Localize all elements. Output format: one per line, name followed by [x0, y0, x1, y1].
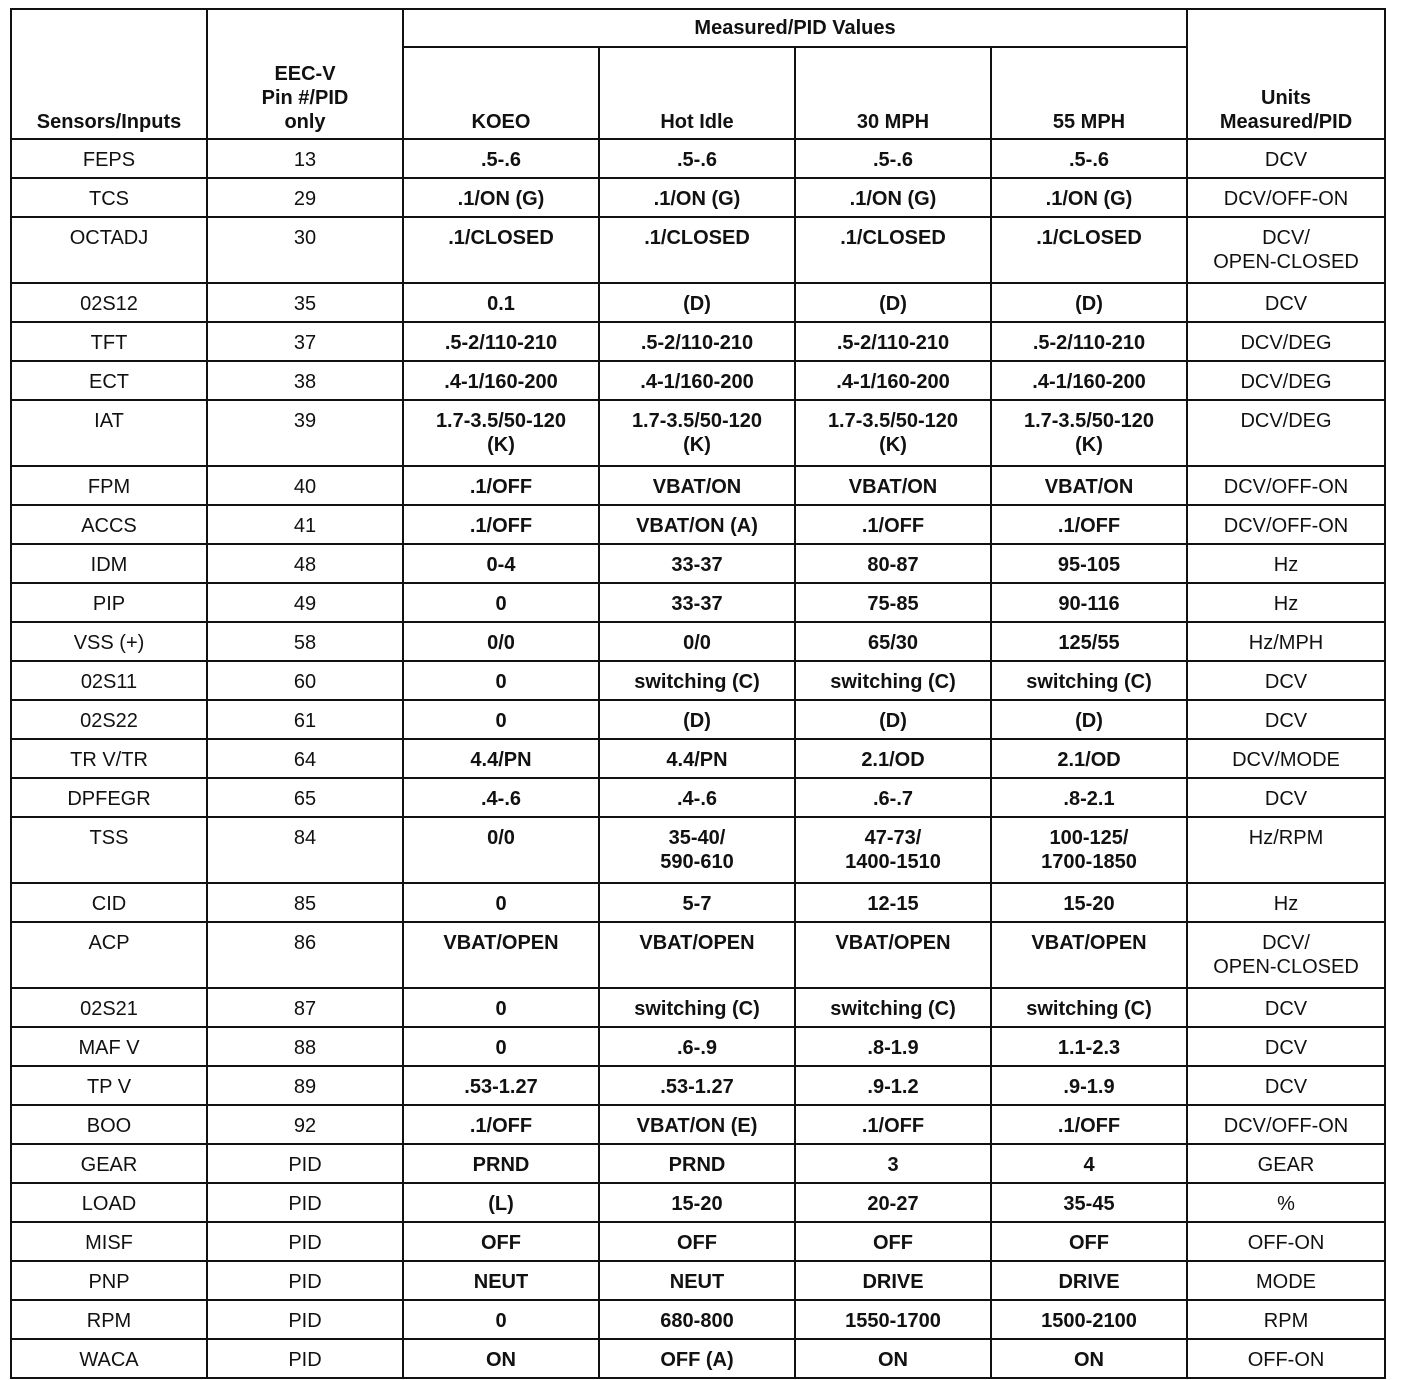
- sensor-cell: FEPS: [11, 139, 207, 178]
- 55-mph-cell: (D): [991, 283, 1187, 322]
- units-cell: Hz: [1187, 583, 1385, 622]
- pin-cell: 30: [207, 217, 403, 283]
- units-cell: DCV/DEG: [1187, 361, 1385, 400]
- 30-mph-cell: .9-1.2: [795, 1066, 991, 1105]
- sensor-cell: GEAR: [11, 1144, 207, 1183]
- table-row: [11, 505, 1385, 544]
- 55-mph-cell: .1/CLOSED: [991, 217, 1187, 283]
- units-cell: DCV/DEG: [1187, 400, 1385, 466]
- table-row: [11, 1105, 1385, 1144]
- units-cell: Hz/MPH: [1187, 622, 1385, 661]
- header-units: Units Measured/PID: [1187, 9, 1385, 139]
- units-cell: OFF-ON: [1187, 1222, 1385, 1261]
- hot-idle-cell: 4.4/PN: [599, 739, 795, 778]
- 30-mph-cell: .8-1.9: [795, 1027, 991, 1066]
- koeo-cell: 0: [403, 988, 599, 1027]
- 30-mph-cell: .1/CLOSED: [795, 217, 991, 283]
- pin-cell: 48: [207, 544, 403, 583]
- 55-mph-cell: .5-2/110-210: [991, 322, 1187, 361]
- sensor-cell: DPFEGR: [11, 778, 207, 817]
- hot-idle-cell: VBAT/OPEN: [599, 922, 795, 988]
- 55-mph-cell: 4: [991, 1144, 1187, 1183]
- table-row: [11, 739, 1385, 778]
- units-cell: DCV: [1187, 283, 1385, 322]
- 55-mph-cell: OFF: [991, 1222, 1187, 1261]
- units-cell: Hz: [1187, 883, 1385, 922]
- sensor-cell: FPM: [11, 466, 207, 505]
- hot-idle-cell: .1/ON (G): [599, 178, 795, 217]
- 30-mph-cell: .1/ON (G): [795, 178, 991, 217]
- koeo-cell: 0: [403, 700, 599, 739]
- 30-mph-cell: 65/30: [795, 622, 991, 661]
- header-hot-idle: Hot Idle: [599, 47, 795, 139]
- pin-cell: 64: [207, 739, 403, 778]
- hot-idle-cell: .5-.6: [599, 139, 795, 178]
- koeo-cell: .1/CLOSED: [403, 217, 599, 283]
- sensor-cell: WACA: [11, 1339, 207, 1378]
- table-row: [11, 988, 1385, 1027]
- table-row: [11, 1183, 1385, 1222]
- 30-mph-cell: switching (C): [795, 988, 991, 1027]
- hot-idle-cell: .4-1/160-200: [599, 361, 795, 400]
- sensor-cell: TSS: [11, 817, 207, 883]
- table-body: [11, 139, 1385, 1378]
- pin-cell: PID: [207, 1339, 403, 1378]
- table-row: [11, 400, 1385, 466]
- sensor-cell: ACCS: [11, 505, 207, 544]
- pin-cell: 92: [207, 1105, 403, 1144]
- koeo-cell: .1/OFF: [403, 505, 599, 544]
- 55-mph-cell: ON: [991, 1339, 1187, 1378]
- sensor-cell: PNP: [11, 1261, 207, 1300]
- 55-mph-cell: 35-45: [991, 1183, 1187, 1222]
- sensor-cell: 02S22: [11, 700, 207, 739]
- hot-idle-cell: 35-40/ 590-610: [599, 817, 795, 883]
- 30-mph-cell: DRIVE: [795, 1261, 991, 1300]
- koeo-cell: 0: [403, 661, 599, 700]
- sensor-cell: TR V/TR: [11, 739, 207, 778]
- table-row: [11, 661, 1385, 700]
- hot-idle-cell: NEUT: [599, 1261, 795, 1300]
- units-cell: DCV: [1187, 700, 1385, 739]
- 55-mph-cell: .1/OFF: [991, 505, 1187, 544]
- sensor-cell: IAT: [11, 400, 207, 466]
- units-cell: DCV: [1187, 661, 1385, 700]
- hot-idle-cell: VBAT/ON: [599, 466, 795, 505]
- table-row: [11, 217, 1385, 283]
- hot-idle-cell: PRND: [599, 1144, 795, 1183]
- koeo-cell: 0/0: [403, 817, 599, 883]
- units-cell: DCV/OFF-ON: [1187, 505, 1385, 544]
- units-cell: DCV/OFF-ON: [1187, 466, 1385, 505]
- 30-mph-cell: 75-85: [795, 583, 991, 622]
- 55-mph-cell: 100-125/ 1700-1850: [991, 817, 1187, 883]
- 55-mph-cell: 90-116: [991, 583, 1187, 622]
- koeo-cell: 1.7-3.5/50-120 (K): [403, 400, 599, 466]
- table-row: [11, 1066, 1385, 1105]
- units-cell: OFF-ON: [1187, 1339, 1385, 1378]
- table-row: [11, 139, 1385, 178]
- 30-mph-cell: ON: [795, 1339, 991, 1378]
- koeo-cell: .4-1/160-200: [403, 361, 599, 400]
- pin-cell: PID: [207, 1144, 403, 1183]
- 30-mph-cell: .1/OFF: [795, 505, 991, 544]
- koeo-cell: 0: [403, 883, 599, 922]
- koeo-cell: .1/ON (G): [403, 178, 599, 217]
- 30-mph-cell: 20-27: [795, 1183, 991, 1222]
- table-row: [11, 1027, 1385, 1066]
- units-cell: DCV/DEG: [1187, 322, 1385, 361]
- sensor-cell: 02S11: [11, 661, 207, 700]
- table-row: [11, 1261, 1385, 1300]
- hot-idle-cell: switching (C): [599, 988, 795, 1027]
- units-cell: DCV/ OPEN-CLOSED: [1187, 922, 1385, 988]
- sensor-cell: CID: [11, 883, 207, 922]
- pin-cell: 86: [207, 922, 403, 988]
- units-cell: DCV: [1187, 1027, 1385, 1066]
- pin-cell: 40: [207, 466, 403, 505]
- header-55-mph: 55 MPH: [991, 47, 1187, 139]
- header-30-mph: 30 MPH: [795, 47, 991, 139]
- table-row: [11, 178, 1385, 217]
- hot-idle-cell: .53-1.27: [599, 1066, 795, 1105]
- sensor-cell: LOAD: [11, 1183, 207, 1222]
- 30-mph-cell: .4-1/160-200: [795, 361, 991, 400]
- 55-mph-cell: .4-1/160-200: [991, 361, 1187, 400]
- 30-mph-cell: 47-73/ 1400-1510: [795, 817, 991, 883]
- pid-values-table: [10, 8, 1386, 1379]
- units-cell: DCV/MODE: [1187, 739, 1385, 778]
- hot-idle-cell: OFF: [599, 1222, 795, 1261]
- 55-mph-cell: VBAT/OPEN: [991, 922, 1187, 988]
- 30-mph-cell: OFF: [795, 1222, 991, 1261]
- koeo-cell: PRND: [403, 1144, 599, 1183]
- 55-mph-cell: 1.7-3.5/50-120 (K): [991, 400, 1187, 466]
- units-cell: DCV: [1187, 988, 1385, 1027]
- 30-mph-cell: switching (C): [795, 661, 991, 700]
- 30-mph-cell: 3: [795, 1144, 991, 1183]
- koeo-cell: .5-.6: [403, 139, 599, 178]
- 30-mph-cell: (D): [795, 283, 991, 322]
- 30-mph-cell: .5-.6: [795, 139, 991, 178]
- pin-cell: 58: [207, 622, 403, 661]
- table-row: [11, 778, 1385, 817]
- 55-mph-cell: .8-2.1: [991, 778, 1187, 817]
- table-row: [11, 883, 1385, 922]
- units-cell: DCV/OFF-ON: [1187, 178, 1385, 217]
- sensor-cell: MISF: [11, 1222, 207, 1261]
- units-cell: Hz/RPM: [1187, 817, 1385, 883]
- pin-cell: 13: [207, 139, 403, 178]
- hot-idle-cell: VBAT/ON (E): [599, 1105, 795, 1144]
- table-row: [11, 1339, 1385, 1378]
- hot-idle-cell: 33-37: [599, 544, 795, 583]
- units-cell: %: [1187, 1183, 1385, 1222]
- koeo-cell: 0/0: [403, 622, 599, 661]
- pin-cell: 41: [207, 505, 403, 544]
- koeo-cell: 0: [403, 1300, 599, 1339]
- 55-mph-cell: 15-20: [991, 883, 1187, 922]
- sensor-cell: 02S21: [11, 988, 207, 1027]
- koeo-cell: .53-1.27: [403, 1066, 599, 1105]
- 55-mph-cell: switching (C): [991, 988, 1187, 1027]
- sensor-cell: TCS: [11, 178, 207, 217]
- 55-mph-cell: 125/55: [991, 622, 1187, 661]
- hot-idle-cell: OFF (A): [599, 1339, 795, 1378]
- table-row: [11, 361, 1385, 400]
- 30-mph-cell: 80-87: [795, 544, 991, 583]
- 30-mph-cell: .1/OFF: [795, 1105, 991, 1144]
- 55-mph-cell: DRIVE: [991, 1261, 1187, 1300]
- table-row: [11, 583, 1385, 622]
- pin-cell: PID: [207, 1183, 403, 1222]
- table-row: [11, 544, 1385, 583]
- hot-idle-cell: .4-.6: [599, 778, 795, 817]
- koeo-cell: ON: [403, 1339, 599, 1378]
- sensor-cell: TFT: [11, 322, 207, 361]
- units-cell: DCV: [1187, 139, 1385, 178]
- hot-idle-cell: 0/0: [599, 622, 795, 661]
- 55-mph-cell: 1.1-2.3: [991, 1027, 1187, 1066]
- sensor-cell: 02S12: [11, 283, 207, 322]
- 55-mph-cell: .1/OFF: [991, 1105, 1187, 1144]
- 30-mph-cell: VBAT/OPEN: [795, 922, 991, 988]
- pin-cell: 37: [207, 322, 403, 361]
- pin-cell: PID: [207, 1222, 403, 1261]
- 30-mph-cell: .5-2/110-210: [795, 322, 991, 361]
- hot-idle-cell: .1/CLOSED: [599, 217, 795, 283]
- pin-cell: PID: [207, 1261, 403, 1300]
- koeo-cell: .1/OFF: [403, 466, 599, 505]
- sensor-cell: TP V: [11, 1066, 207, 1105]
- 55-mph-cell: .5-.6: [991, 139, 1187, 178]
- pin-cell: 87: [207, 988, 403, 1027]
- units-cell: GEAR: [1187, 1144, 1385, 1183]
- koeo-cell: 0: [403, 583, 599, 622]
- pin-cell: 88: [207, 1027, 403, 1066]
- 30-mph-cell: 1.7-3.5/50-120 (K): [795, 400, 991, 466]
- header-measured-group: Measured/PID Values: [403, 9, 1187, 47]
- table-row: [11, 322, 1385, 361]
- sensor-cell: ECT: [11, 361, 207, 400]
- hot-idle-cell: (D): [599, 283, 795, 322]
- table-row: [11, 283, 1385, 322]
- sensor-cell: PIP: [11, 583, 207, 622]
- table-row: [11, 922, 1385, 988]
- koeo-cell: 0-4: [403, 544, 599, 583]
- table-row: [11, 1144, 1385, 1183]
- 30-mph-cell: 1550-1700: [795, 1300, 991, 1339]
- 30-mph-cell: (D): [795, 700, 991, 739]
- koeo-cell: VBAT/OPEN: [403, 922, 599, 988]
- 55-mph-cell: (D): [991, 700, 1187, 739]
- koeo-cell: 4.4/PN: [403, 739, 599, 778]
- pin-cell: 35: [207, 283, 403, 322]
- koeo-cell: NEUT: [403, 1261, 599, 1300]
- koeo-cell: .5-2/110-210: [403, 322, 599, 361]
- pin-cell: 65: [207, 778, 403, 817]
- units-cell: DCV/OFF-ON: [1187, 1105, 1385, 1144]
- 30-mph-cell: 12-15: [795, 883, 991, 922]
- hot-idle-cell: (D): [599, 700, 795, 739]
- hot-idle-cell: 680-800: [599, 1300, 795, 1339]
- 55-mph-cell: .1/ON (G): [991, 178, 1187, 217]
- 55-mph-cell: 1500-2100: [991, 1300, 1187, 1339]
- koeo-cell: (L): [403, 1183, 599, 1222]
- hot-idle-cell: 5-7: [599, 883, 795, 922]
- units-cell: RPM: [1187, 1300, 1385, 1339]
- koeo-cell: 0: [403, 1027, 599, 1066]
- sensor-cell: VSS (+): [11, 622, 207, 661]
- pin-cell: 85: [207, 883, 403, 922]
- table-row: [11, 622, 1385, 661]
- hot-idle-cell: VBAT/ON (A): [599, 505, 795, 544]
- units-cell: DCV: [1187, 778, 1385, 817]
- koeo-cell: 0.1: [403, 283, 599, 322]
- header-pin: EEC-V Pin #/PID only: [207, 9, 403, 139]
- sensor-cell: BOO: [11, 1105, 207, 1144]
- hot-idle-cell: .6-.9: [599, 1027, 795, 1066]
- table-row: [11, 1300, 1385, 1339]
- 55-mph-cell: 95-105: [991, 544, 1187, 583]
- sensor-cell: RPM: [11, 1300, 207, 1339]
- hot-idle-cell: switching (C): [599, 661, 795, 700]
- 30-mph-cell: VBAT/ON: [795, 466, 991, 505]
- pin-cell: 89: [207, 1066, 403, 1105]
- pin-cell: 38: [207, 361, 403, 400]
- units-cell: DCV/ OPEN-CLOSED: [1187, 217, 1385, 283]
- 55-mph-cell: VBAT/ON: [991, 466, 1187, 505]
- sensor-cell: IDM: [11, 544, 207, 583]
- header-koeo: KOEO: [403, 47, 599, 139]
- koeo-cell: OFF: [403, 1222, 599, 1261]
- units-cell: DCV: [1187, 1066, 1385, 1105]
- table-row: [11, 1222, 1385, 1261]
- hot-idle-cell: 15-20: [599, 1183, 795, 1222]
- pin-cell: 61: [207, 700, 403, 739]
- koeo-cell: .1/OFF: [403, 1105, 599, 1144]
- sensor-cell: ACP: [11, 922, 207, 988]
- pin-cell: PID: [207, 1300, 403, 1339]
- table-row: [11, 466, 1385, 505]
- pin-cell: 84: [207, 817, 403, 883]
- sensor-cell: MAF V: [11, 1027, 207, 1066]
- pin-cell: 39: [207, 400, 403, 466]
- table-row: [11, 817, 1385, 883]
- pin-cell: 29: [207, 178, 403, 217]
- pin-cell: 60: [207, 661, 403, 700]
- sensor-cell: OCTADJ: [11, 217, 207, 283]
- 55-mph-cell: .9-1.9: [991, 1066, 1187, 1105]
- 30-mph-cell: .6-.7: [795, 778, 991, 817]
- units-cell: MODE: [1187, 1261, 1385, 1300]
- 55-mph-cell: switching (C): [991, 661, 1187, 700]
- hot-idle-cell: 1.7-3.5/50-120 (K): [599, 400, 795, 466]
- hot-idle-cell: .5-2/110-210: [599, 322, 795, 361]
- 30-mph-cell: 2.1/OD: [795, 739, 991, 778]
- units-cell: Hz: [1187, 544, 1385, 583]
- pin-cell: 49: [207, 583, 403, 622]
- hot-idle-cell: 33-37: [599, 583, 795, 622]
- table-row: [11, 700, 1385, 739]
- header-sensors: Sensors/Inputs: [11, 9, 207, 139]
- koeo-cell: .4-.6: [403, 778, 599, 817]
- 55-mph-cell: 2.1/OD: [991, 739, 1187, 778]
